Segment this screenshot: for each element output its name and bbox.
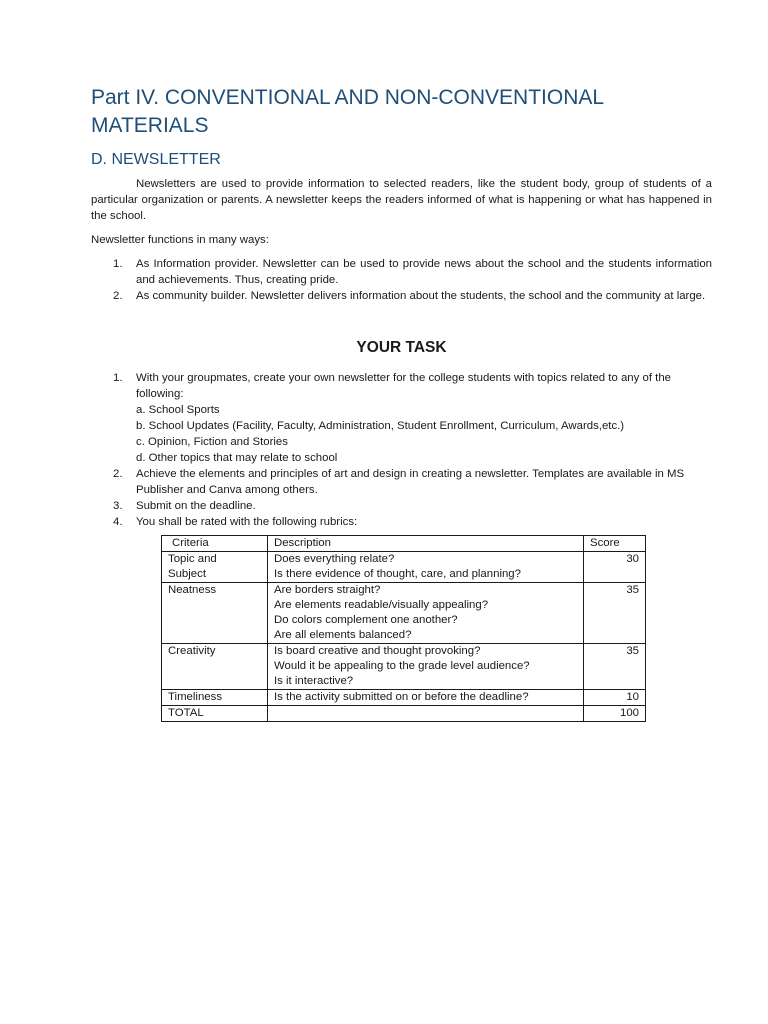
description-line: Are elements readable/visually appealing? (274, 599, 489, 611)
list-text: You shall be rated with the following rubrics: (136, 516, 358, 528)
list-number: 2. (113, 468, 123, 480)
list-text: Achieve the elements and principles of art and design in creating a newsletter. Templates are available in MS Publisher and Canva among others. (136, 468, 685, 496)
list-number: 3. (113, 500, 123, 512)
description-line: Is there evidence of thought, care, and planning? (274, 568, 521, 580)
list-item (91, 514, 712, 530)
total-description-cell (268, 706, 584, 722)
description-cell (268, 583, 584, 644)
sub-item: c. Opinion, Fiction and Stories (136, 436, 288, 448)
score-cell: 35 (584, 583, 646, 644)
description-line: Is the activity submitted on or before the deadline? (274, 691, 529, 703)
score-cell: 30 (584, 552, 646, 583)
list-text: With your groupmates, create your own newsletter for the college students with topics related to any of the following: (136, 372, 672, 400)
score-cell: 35 (584, 644, 646, 690)
header-description: Description (268, 536, 584, 552)
score-cell: 10 (584, 690, 646, 706)
description-line: Are all elements balanced? (274, 629, 412, 641)
list-number: 1. (113, 372, 123, 384)
document-page (91, 84, 712, 722)
table-row (162, 552, 646, 583)
header-criteria: Criteria (162, 536, 268, 552)
task-heading: YOUR TASK (356, 339, 447, 356)
description-cell (268, 552, 584, 583)
criteria-cell (162, 644, 268, 690)
table-header-row (162, 536, 646, 552)
description-line: Would it be appealing to the grade level audience? (274, 660, 530, 672)
description-line: Is it interactive? (274, 675, 354, 687)
description-line: Does everything relate? (274, 553, 395, 565)
part-title: Part IV. CONVENTIONAL AND NON-CONVENTIONAL MATERIALS (91, 86, 604, 137)
description-cell (268, 690, 584, 706)
criteria-cell (162, 583, 268, 644)
criteria-line: Subject (168, 568, 206, 580)
functions-list (91, 256, 712, 304)
header-score: Score (584, 536, 646, 552)
list-item (91, 256, 712, 288)
list-number: 4. (113, 516, 123, 528)
criteria-line: Creativity (168, 645, 216, 657)
total-label: TOTAL (162, 706, 268, 722)
list-number: 2. (113, 290, 123, 302)
total-score: 100 (584, 706, 646, 722)
criteria-line: Neatness (168, 584, 217, 596)
sub-item: a. School Sports (136, 404, 220, 416)
description-line: Do colors complement one another? (274, 614, 458, 626)
list-item (91, 288, 712, 304)
rubric-table (161, 535, 646, 722)
criteria-cell (162, 552, 268, 583)
criteria-line: Topic and (168, 553, 217, 565)
sub-item: d. Other topics that may relate to school (136, 452, 338, 464)
list-text: Submit on the deadline. (136, 500, 256, 512)
tasks-list (91, 370, 712, 530)
table-row (162, 583, 646, 644)
intro-paragraph: Newsletters are used to provide information to selected readers, like the student body, group of students of a particular organization or parents. A newsletter keeps the readers informed of what is happening or what has happened in the school. (91, 178, 712, 222)
functions-lead: Newsletter functions in many ways: (91, 234, 269, 246)
description-cell (268, 644, 584, 690)
list-number: 1. (113, 258, 123, 270)
table-row (162, 644, 646, 690)
description-line: Are borders straight? (274, 584, 381, 596)
list-item (91, 370, 712, 466)
table-total-row (162, 706, 646, 722)
table-row (162, 690, 646, 706)
list-item (91, 466, 712, 498)
criteria-cell (162, 690, 268, 706)
description-line: Is board creative and thought provoking? (274, 645, 481, 657)
list-text: As Information provider. Newsletter can be used to provide news about the school and the students information and achievements. Thus, creating pride. (136, 258, 712, 286)
list-item (91, 498, 712, 514)
section-title: D. NEWSLETTER (91, 151, 221, 168)
sub-item: b. School Updates (Facility, Faculty, Administration, Student Enrollment, Curriculum, Awards,etc.) (136, 420, 625, 432)
list-text: As community builder. Newsletter delivers information about the students, the school and the community at large. (136, 290, 706, 302)
criteria-line: Timeliness (168, 691, 223, 703)
